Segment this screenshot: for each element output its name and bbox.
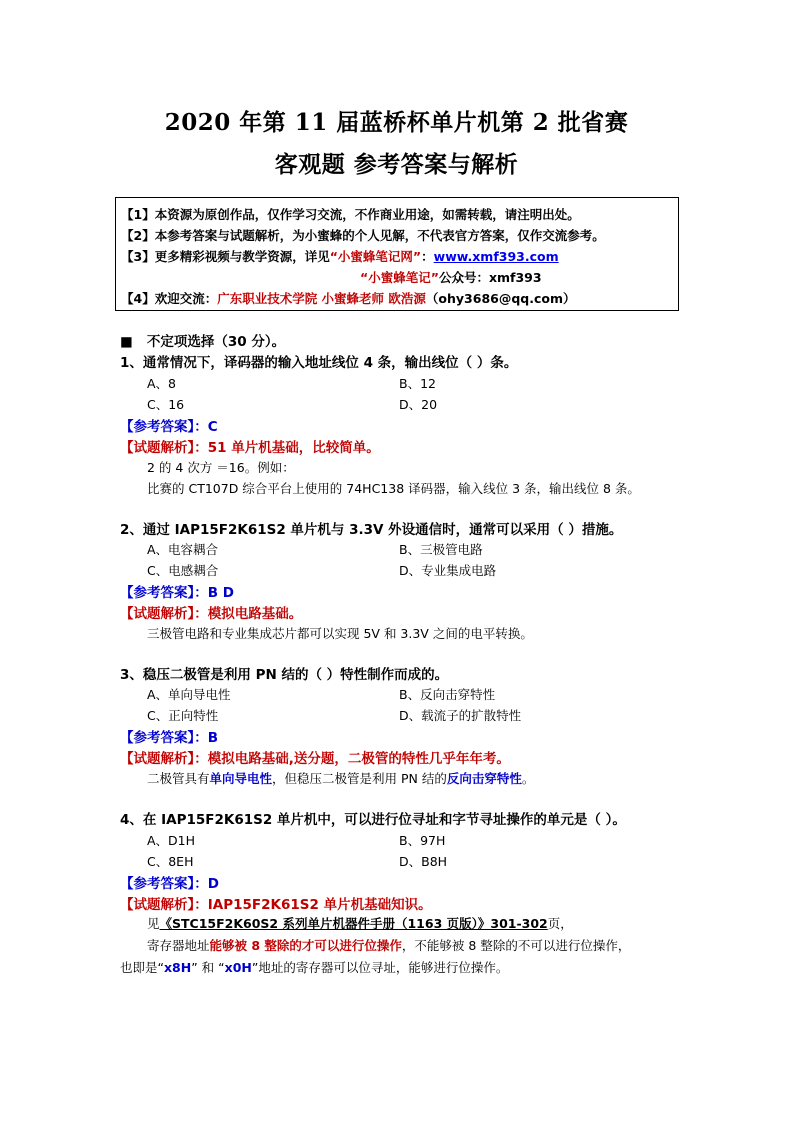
q4-body-2-pre: 也即是“ (120, 960, 164, 975)
q4-body-2-mid: ” 和 “ (191, 960, 225, 975)
analysis-label: 【试题解析】： (120, 897, 208, 913)
notice-wechat-id: 公众号：xmf393 (438, 270, 542, 285)
q4-body-1 (147, 936, 630, 954)
notice-line-4-text: 【4】欢迎交流： (121, 291, 218, 306)
q2-body-1: 三极管电路和专业集成芯片都可以实现 5V 和 3.3V 之间的电平转换。 (147, 626, 533, 641)
q3-body-mid: ，但稳压二极管是利用 PN 结的 (272, 771, 447, 786)
q1-option-b: B、12 (399, 376, 436, 391)
analysis-label: 【试题解析】： (120, 606, 208, 622)
q3-option-a: A、单向导电性 (147, 687, 231, 702)
q1-option-a: A、8 (147, 376, 177, 391)
q3-body-pre: 二极管具有 (147, 771, 210, 786)
q4-ref-pre: 见 (147, 916, 160, 931)
q2-answer (120, 581, 234, 601)
q4-option-a: A、D1H (147, 833, 196, 848)
q4-body-1-rest: ，不能够被 8 整除的不可以进行位操作， (401, 938, 631, 953)
q1-analysis-text: 51 单片机基础，比较简单。 (207, 440, 380, 456)
q3-body-end: 。 (521, 771, 535, 786)
q2-option-a: A、电容耦合 (147, 542, 219, 557)
q3-analysis (120, 747, 510, 767)
notice-line-3-text: 【3】更多精彩视频与教学资源，详见 (121, 249, 330, 264)
website-link[interactable]: www.xmf393.com (433, 249, 559, 264)
q3-option-c: C、正向特性 (147, 708, 219, 723)
q1-body-1: 2 的 4 次方 ＝16。例如： (147, 460, 295, 475)
q2-analysis-text: 模拟电路基础。 (207, 606, 303, 622)
notice-line-4 (121, 289, 576, 307)
q2-option-c: C、电感耦合 (147, 563, 219, 578)
analysis-label: 【试题解析】： (120, 751, 208, 767)
analysis-label: 【试题解析】： (120, 440, 208, 456)
manual-reference-link[interactable]: 《STC15F2K60S2 系列单片机器件手册（1163 页版）》301-302 (159, 916, 548, 931)
q1-answer-value: C (207, 419, 218, 435)
q1-option-d: D、20 (399, 397, 438, 412)
q4-answer (120, 872, 219, 892)
q4-body-1-emph: 能够被 8 整除的才可以进行位操作 (209, 938, 402, 953)
q4-reference (147, 914, 573, 932)
q4-option-c: C、8EH (147, 854, 194, 869)
section-header (120, 330, 285, 350)
q4-body-1-pre: 寄存器地址 (147, 938, 210, 953)
q3-analysis-text: 模拟电路基础,送分题，二极管的特性几乎年年考。 (207, 751, 510, 767)
q4-option-d: D、B8H (399, 854, 448, 869)
q1-body-2: 比赛的 CT107D 综合平台上使用的 74HC138 译码器，输入线位 3 条，输出线位 8 条。 (147, 481, 640, 496)
q3-answer (120, 726, 218, 746)
bullet-icon: ■ (120, 334, 133, 350)
q4-ref-end: 页， (547, 916, 573, 931)
q3-option-b: B、反向击穿特性 (399, 687, 496, 702)
q3-stem: 3、稳压二极管是利用 PN 结的（ ）特性制作而成的。 (120, 667, 449, 683)
q2-option-b: B、三极管电路 (399, 542, 483, 557)
q4-body-2 (120, 958, 508, 976)
q2-analysis (120, 602, 302, 622)
q1-answer (120, 415, 218, 435)
q4-body-2-rest: ”地址的寄存器可以位寻址，能够进行位操作。 (251, 960, 509, 975)
q4-body-2-emph-2: x0H (224, 960, 252, 975)
answer-label: 【参考答案】： (120, 876, 208, 892)
notice-line-3 (121, 247, 559, 265)
q1-analysis (120, 436, 380, 456)
notice-author: 广东职业技术学院 小蜜蜂老师 欧浩源 (217, 291, 426, 306)
q3-body-emph-1: 单向导电性 (209, 771, 273, 786)
answer-label: 【参考答案】： (120, 585, 208, 601)
notice-line-3b (360, 268, 542, 286)
q3-option-d: D、载流子的扩散特性 (399, 708, 522, 723)
q3-answer-value: B (207, 730, 219, 746)
q1-option-c: C、16 (147, 397, 185, 412)
q4-analysis-text: IAP15F2K61S2 单片机基础知识。 (207, 897, 432, 913)
notice-line-2: 【2】本参考答案与试题解析，为小蜜蜂的个人见解，不代表官方答案，仅作交流参考。 (121, 228, 605, 243)
q4-option-b: B、97H (399, 833, 446, 848)
q4-answer-value: D (207, 876, 219, 892)
q3-body (147, 769, 534, 787)
q2-option-d: D、专业集成电路 (399, 563, 497, 578)
q2-stem: 2、通过 IAP15F2K61S2 单片机与 3.3V 外设通信时，通常可以采用（ ）措施。 (120, 522, 623, 538)
q4-stem: 4、在 IAP15F2K61S2 单片机中，可以进行位寻址和字节寻址操作的单元是（ ）。 (120, 812, 626, 828)
notice-site-name: “小蜜蜂笔记网” (329, 249, 422, 264)
section-title: 不定项选择（30 分）。 (146, 334, 286, 350)
notice-line-1: 【1】本资源为原创作品，仅作学习交流，不作商业用途，如需转载，请注明出处。 (121, 207, 580, 222)
notice-email: （ohy3686@qq.com） (425, 291, 576, 306)
notice-wechat-name: “小蜜蜂笔记” (360, 270, 439, 285)
answer-label: 【参考答案】： (120, 730, 208, 746)
q3-body-emph-2: 反向击穿特性 (446, 771, 522, 786)
q1-stem: 1、通常情况下，译码器的输入地址线位 4 条，输出线位（ ）条。 (120, 355, 518, 371)
page-subtitle: 客观题 参考答案与解析 (274, 151, 519, 178)
q2-answer-value: B D (207, 585, 234, 601)
page-title: 2020 年第 11 届蓝桥杯单片机第 2 批省赛 (164, 109, 629, 136)
answer-label: 【参考答案】： (120, 419, 208, 435)
q4-analysis (120, 893, 432, 913)
notice-colon: ： (421, 249, 434, 264)
q4-body-2-emph-1: x8H (163, 960, 192, 975)
